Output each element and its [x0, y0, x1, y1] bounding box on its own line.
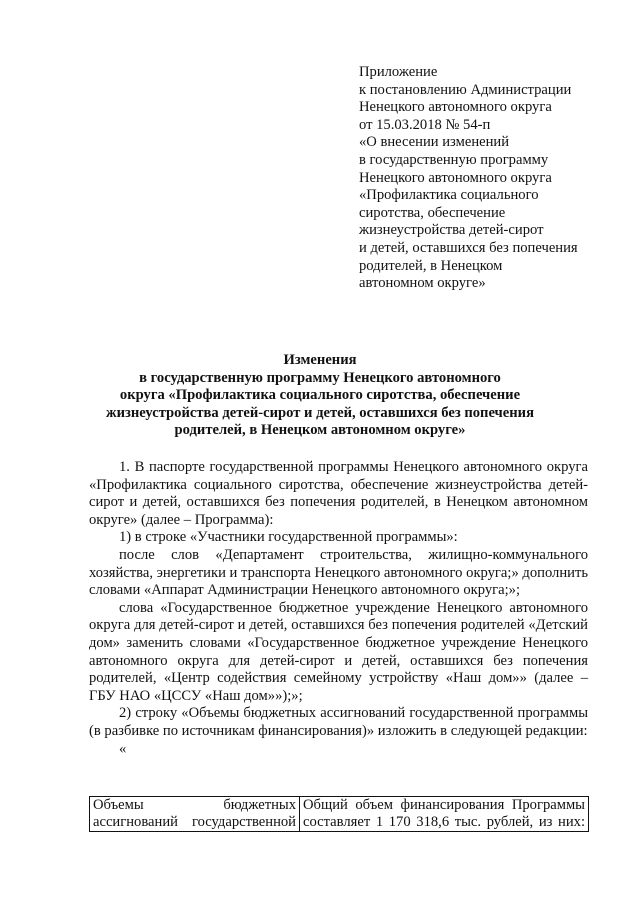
document-body	[89, 459, 588, 758]
document-title	[0, 352, 640, 440]
table-cell-label: Объемы бюджетных ассигнований государственной	[90, 797, 300, 832]
table-cell-value: Общий объем финансирования Программы составляет 1 170 318,6 тыс. рублей, из них:	[300, 797, 589, 832]
title-line: в государственную программу Ненецкого автономного	[139, 369, 501, 386]
appendix-line: к постановлению Администрации	[359, 81, 572, 98]
paragraph-4: слова «Государственное бюджетное учреждение Ненецкого автономного округа для детей-сирот и детей, оставшихся без попечения родителей «Детский дом» заменить словами «Государственное бюджетное учреждение Ненецкого автономного округа для детей-сирот и детей, оставшихся без попечения родителей, «Центр содействия семейному устройству «Наш дом»» (далее – ГБУ НАО «ЦССУ «Наш дом»»);»;	[89, 599, 588, 704]
appendix-line: автономном округе»	[359, 275, 486, 292]
title-line: родителей, в Ненецком автономном округе»	[174, 422, 466, 439]
passport-table	[89, 796, 589, 832]
paragraph-2: 1) в строке «Участники государственной программы»:	[119, 529, 458, 546]
appendix-line: сиротства, обеспечение	[359, 204, 506, 221]
appendix-line: и детей, оставшихся без попечения	[359, 239, 578, 256]
appendix-line: от 15.03.2018 № 54-п	[359, 116, 491, 133]
paragraph-1: 1. В паспорте государственной программы Ненецкого автономного округа «Профилактика социального сиротства, обеспечение жизнеустройства детей-сирот и детей, оставшихся без попечения родителей, в Ненецком автономном округе» (далее – Программа):	[89, 459, 588, 528]
appendix-line: родителей, в Ненецком	[359, 257, 503, 274]
appendix-line: Ненецкого автономного округа	[359, 169, 552, 186]
table-row	[90, 797, 589, 832]
open-quote: «	[119, 740, 127, 757]
title-line: округа «Профилактика социального сиротства, обеспечение	[119, 387, 521, 404]
appendix-header	[359, 64, 629, 293]
appendix-line: «О внесении изменений	[359, 134, 510, 151]
appendix-line: «Профилактика социального	[359, 187, 539, 204]
title-line: жизнеустройства детей-сирот и детей, оставшихся без попечения	[106, 404, 534, 421]
title-line: Изменения	[283, 352, 357, 368]
appendix-line: в государственную программу	[359, 151, 549, 168]
appendix-line: жизнеустройства детей-сирот	[359, 222, 544, 239]
appendix-line: Ненецкого автономного округа	[359, 99, 552, 116]
appendix-line: Приложение	[359, 64, 438, 80]
paragraph-5: 2) строку «Объемы бюджетных ассигнований государственной программы (в разбивке по источникам финансирования)» изложить в следующей редакции:	[89, 705, 588, 739]
paragraph-3: после слов «Департамент строительства, жилищно-коммунального хозяйства, энергетики и транспорта Ненецкого автономного округа;» дополнить словами «Аппарат Администрации Ненецкого автономного округа;»;	[89, 546, 588, 599]
